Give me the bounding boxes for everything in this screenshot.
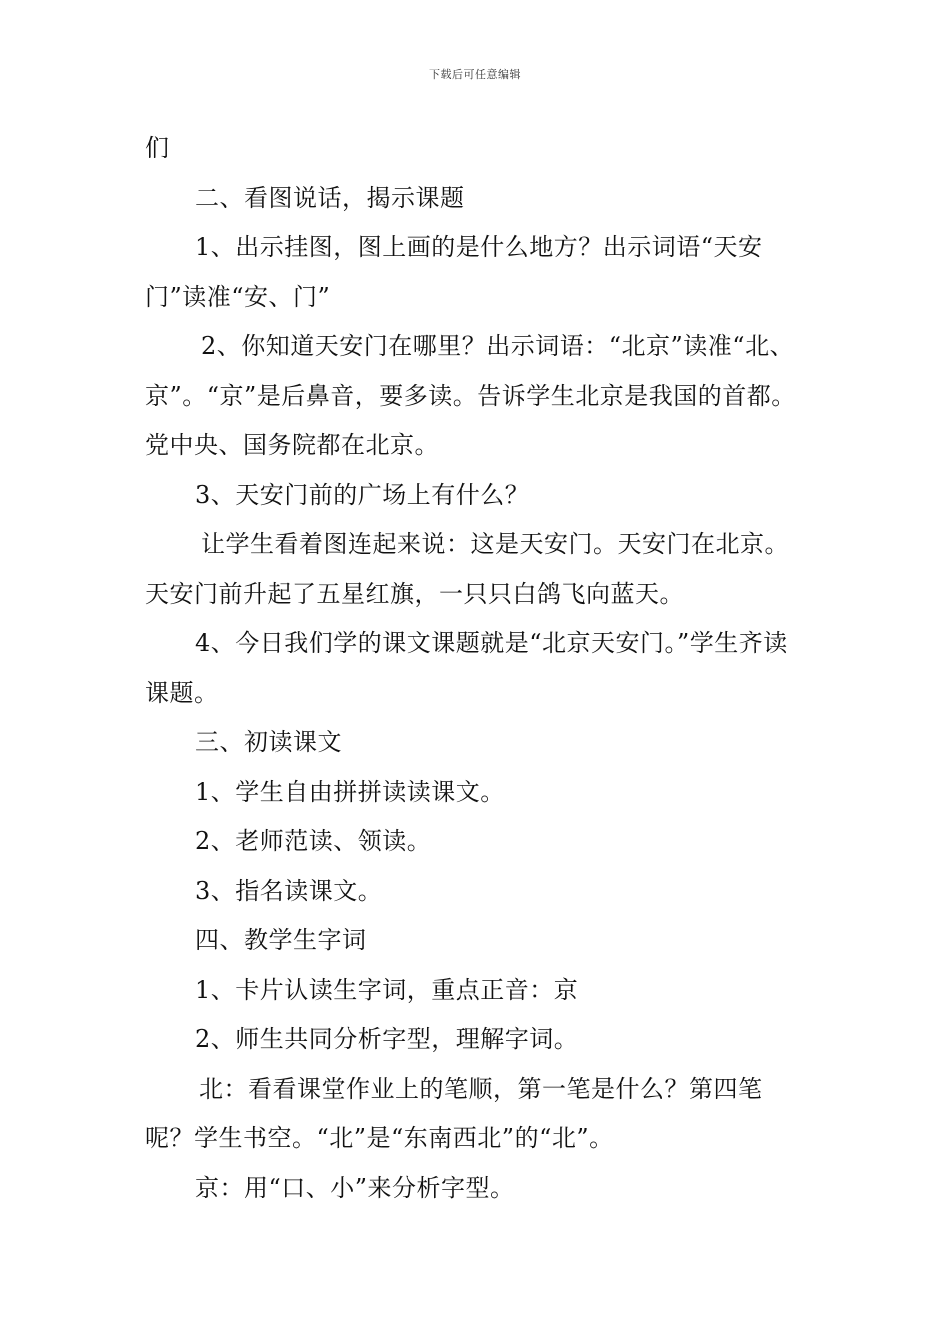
document-body — [145, 124, 810, 1213]
paragraph-reading-1: 1、学生自由拼拼读读课文。 — [195, 777, 505, 806]
paragraph-student-speech: 让学生看着图连起来说：这是天安门。天安门在北京。天安门前升起了五星红旗，一只只白鸽飞向蓝天。 — [145, 530, 789, 608]
paragraph-vocab-2: 2、师生共同分析字型，理解字词。 — [195, 1025, 579, 1053]
paragraph-continuation: 们 — [145, 134, 170, 162]
paragraph-char-bei: 北：看看课堂作业上的笔顺，第一笔是什么？第四笔呢？学生书空。“北”是“东南西北”的“北”。 — [145, 1074, 763, 1152]
paragraph-vocab-1: 1、卡片认读生字词，重点正音：京 — [195, 975, 579, 1004]
paragraph-item-4: 4、今日我们学的课文课题就是“北京天安门。”学生齐读课题。 — [145, 629, 788, 707]
page-header: 下载后可任意编辑 — [429, 68, 521, 81]
section-heading-2: 二、看图说话，揭示课题 — [195, 183, 465, 212]
section-heading-4: 四、教学生字词 — [195, 926, 367, 954]
section-heading-3: 三、初读课文 — [195, 728, 342, 756]
paragraph-item-1: 1、出示挂图，图上画的是什么地方？出示词语“天安门”读准“安、门” — [145, 233, 763, 311]
paragraph-item-3: 3、天安门前的广场上有什么？ — [195, 480, 530, 509]
paragraph-item-2: 2、你知道天安门在哪里？出示词语：“北京”读准“北、京”。“京”是后鼻音，要多读。告诉学生北京是我国的首都。党中央、国务院都在北京。 — [145, 332, 796, 459]
paragraph-reading-3: 3、指名读课文。 — [195, 876, 383, 905]
paragraph-reading-2: 2、老师范读、领读。 — [195, 827, 432, 855]
paragraph-char-jing: 京：用“口、小”来分析字型。 — [195, 1173, 515, 1202]
